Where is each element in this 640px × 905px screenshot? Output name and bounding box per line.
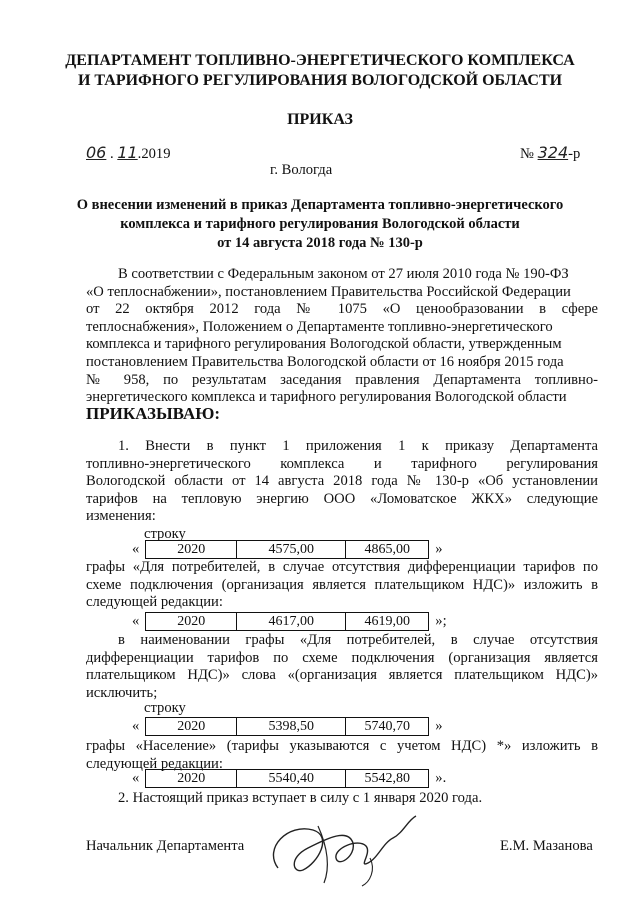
table-cell: 5398,50 [237, 718, 346, 736]
table-row-1 [132, 540, 443, 559]
document-type: ПРИКАЗ [287, 111, 353, 128]
open-quote: « [132, 770, 140, 786]
table-cell: 4619,00 [346, 613, 429, 631]
values-table-2 [145, 612, 429, 631]
signer-position: Начальник Департамента [86, 838, 245, 854]
text-line: графы «Для потребителей, в случае отсутствия дифференциации тарифов по [86, 559, 598, 575]
document-date: 06 . 11.2019 [86, 143, 171, 162]
department-name-line1: ДЕПАРТАМЕНТ ТОПЛИВНО-ЭНЕРГЕТИЧЕСКОГО КОМПЛЕКСА [65, 52, 575, 69]
preamble-line: В соответствии с Федеральным законом от 27 июля 2010 года № 190-ФЗ [118, 266, 569, 282]
table-row-3 [132, 717, 443, 736]
preamble-line: постановлением Правительства Вологодской области от 16 ноября 2015 года [86, 353, 564, 370]
preamble-line: теплоснабжения», Положением о Департаменте топливно-энергетического [86, 318, 553, 335]
values-table-4 [145, 769, 429, 788]
table-row-2 [132, 612, 447, 631]
text-line: следующей редакции: [86, 755, 223, 772]
preamble-line: энергетического комплекса и тарифного регулирования Вологодской области [86, 389, 567, 406]
table-cell: 4865,00 [346, 541, 429, 559]
text-line: в наименовании графы «Для потребителей, в случае отсутствия [118, 632, 598, 648]
table-row-4 [132, 769, 446, 788]
table-cell: 4617,00 [237, 613, 346, 631]
date-day: 06 [86, 143, 107, 162]
text-line: дифференциации тарифов по схеме подключения (организация является [86, 649, 598, 666]
document-number [520, 144, 580, 163]
date-month: 11 [117, 143, 138, 162]
row-label: строку [144, 700, 186, 716]
close-quote: » [435, 541, 443, 557]
item1 [86, 438, 598, 526]
number-value: 324 [537, 143, 569, 162]
open-quote: « [132, 718, 140, 734]
preamble-line: от 22 октября 2012 года № 1075 «О ценообразовании в сфере [86, 301, 598, 318]
close-quote: ». [435, 770, 447, 786]
table-cell: 5540,40 [237, 770, 346, 788]
row-label: строку [144, 526, 186, 542]
preamble-line: «О теплоснабжении», постановлением Правительства Российской Федерации [86, 283, 571, 300]
preamble-line: комплекса и тарифного регулирования Вологодской области, утвержденным [86, 336, 562, 353]
item1-line: 1. Внести в пункт 1 приложения 1 к приказу Департамента [118, 438, 598, 454]
handwritten-signature [258, 808, 428, 888]
table-cell: 2020 [146, 770, 237, 788]
text-after-table-3 [86, 738, 598, 773]
table-cell: 5542,80 [346, 770, 429, 788]
text-line: графы «Население» (тарифы указываются с учетом НДС) *» изложить в [86, 738, 598, 754]
preamble [86, 266, 598, 407]
open-quote: « [132, 613, 140, 629]
table-cell: 2020 [146, 541, 237, 559]
table-cell: 2020 [146, 718, 237, 736]
table-cell: 4575,00 [237, 541, 346, 559]
item1-line: изменения: [86, 508, 156, 525]
text-after-table-1 [86, 559, 598, 612]
values-table-3 [145, 717, 429, 736]
subject-line2: комплекса и тарифного регулирования Вологодской области [120, 216, 520, 232]
table-cell: 5740,70 [346, 718, 429, 736]
text-after-table-2 [86, 632, 598, 702]
text-line: исключить; [86, 684, 158, 701]
text-line: плательщиком НДС)» слова «(организация является плательщиком НДС)» [86, 667, 598, 684]
item2: 2. Настоящий приказ вступает в силу с 1 января 2020 года. [118, 790, 483, 806]
item1-line: Вологодской области от 14 августа 2018 года № 130-р «Об установлении [86, 473, 598, 490]
item1-line: топливно-энергетического комплекса и тарифного регулирования [86, 455, 598, 472]
open-quote: « [132, 541, 140, 557]
close-quote: »; [435, 613, 447, 629]
preamble-line: № 958, по результатам заседания правления Департамента топливно- [86, 371, 598, 388]
number-prefix: № [520, 146, 534, 162]
subject-line3: от 14 августа 2018 года № 130-р [217, 235, 423, 251]
signer-name: Е.М. Мазанова [500, 838, 593, 854]
values-table-1 [145, 540, 429, 559]
number-suffix: -р [568, 146, 581, 162]
text-line: схеме подключения (организация является плательщиком НДС)» изложить в [86, 576, 598, 593]
item1-line: тарифов на тепловую энергию ООО «Ломоватское ЖКХ» следующие [86, 490, 598, 507]
table-cell: 2020 [146, 613, 237, 631]
date-year: .2019 [137, 146, 171, 162]
city: г. Вологда [270, 162, 333, 178]
order-word: ПРИКАЗЫВАЮ: [86, 404, 221, 423]
text-line: следующей редакции: [86, 594, 223, 611]
department-name-line2: И ТАРИФНОГО РЕГУЛИРОВАНИЯ ВОЛОГОДСКОЙ ОБЛАСТИ [77, 72, 563, 89]
subject-line1: О внесении изменений в приказ Департамента топливно-энергетического [76, 197, 564, 213]
close-quote: » [435, 718, 443, 734]
